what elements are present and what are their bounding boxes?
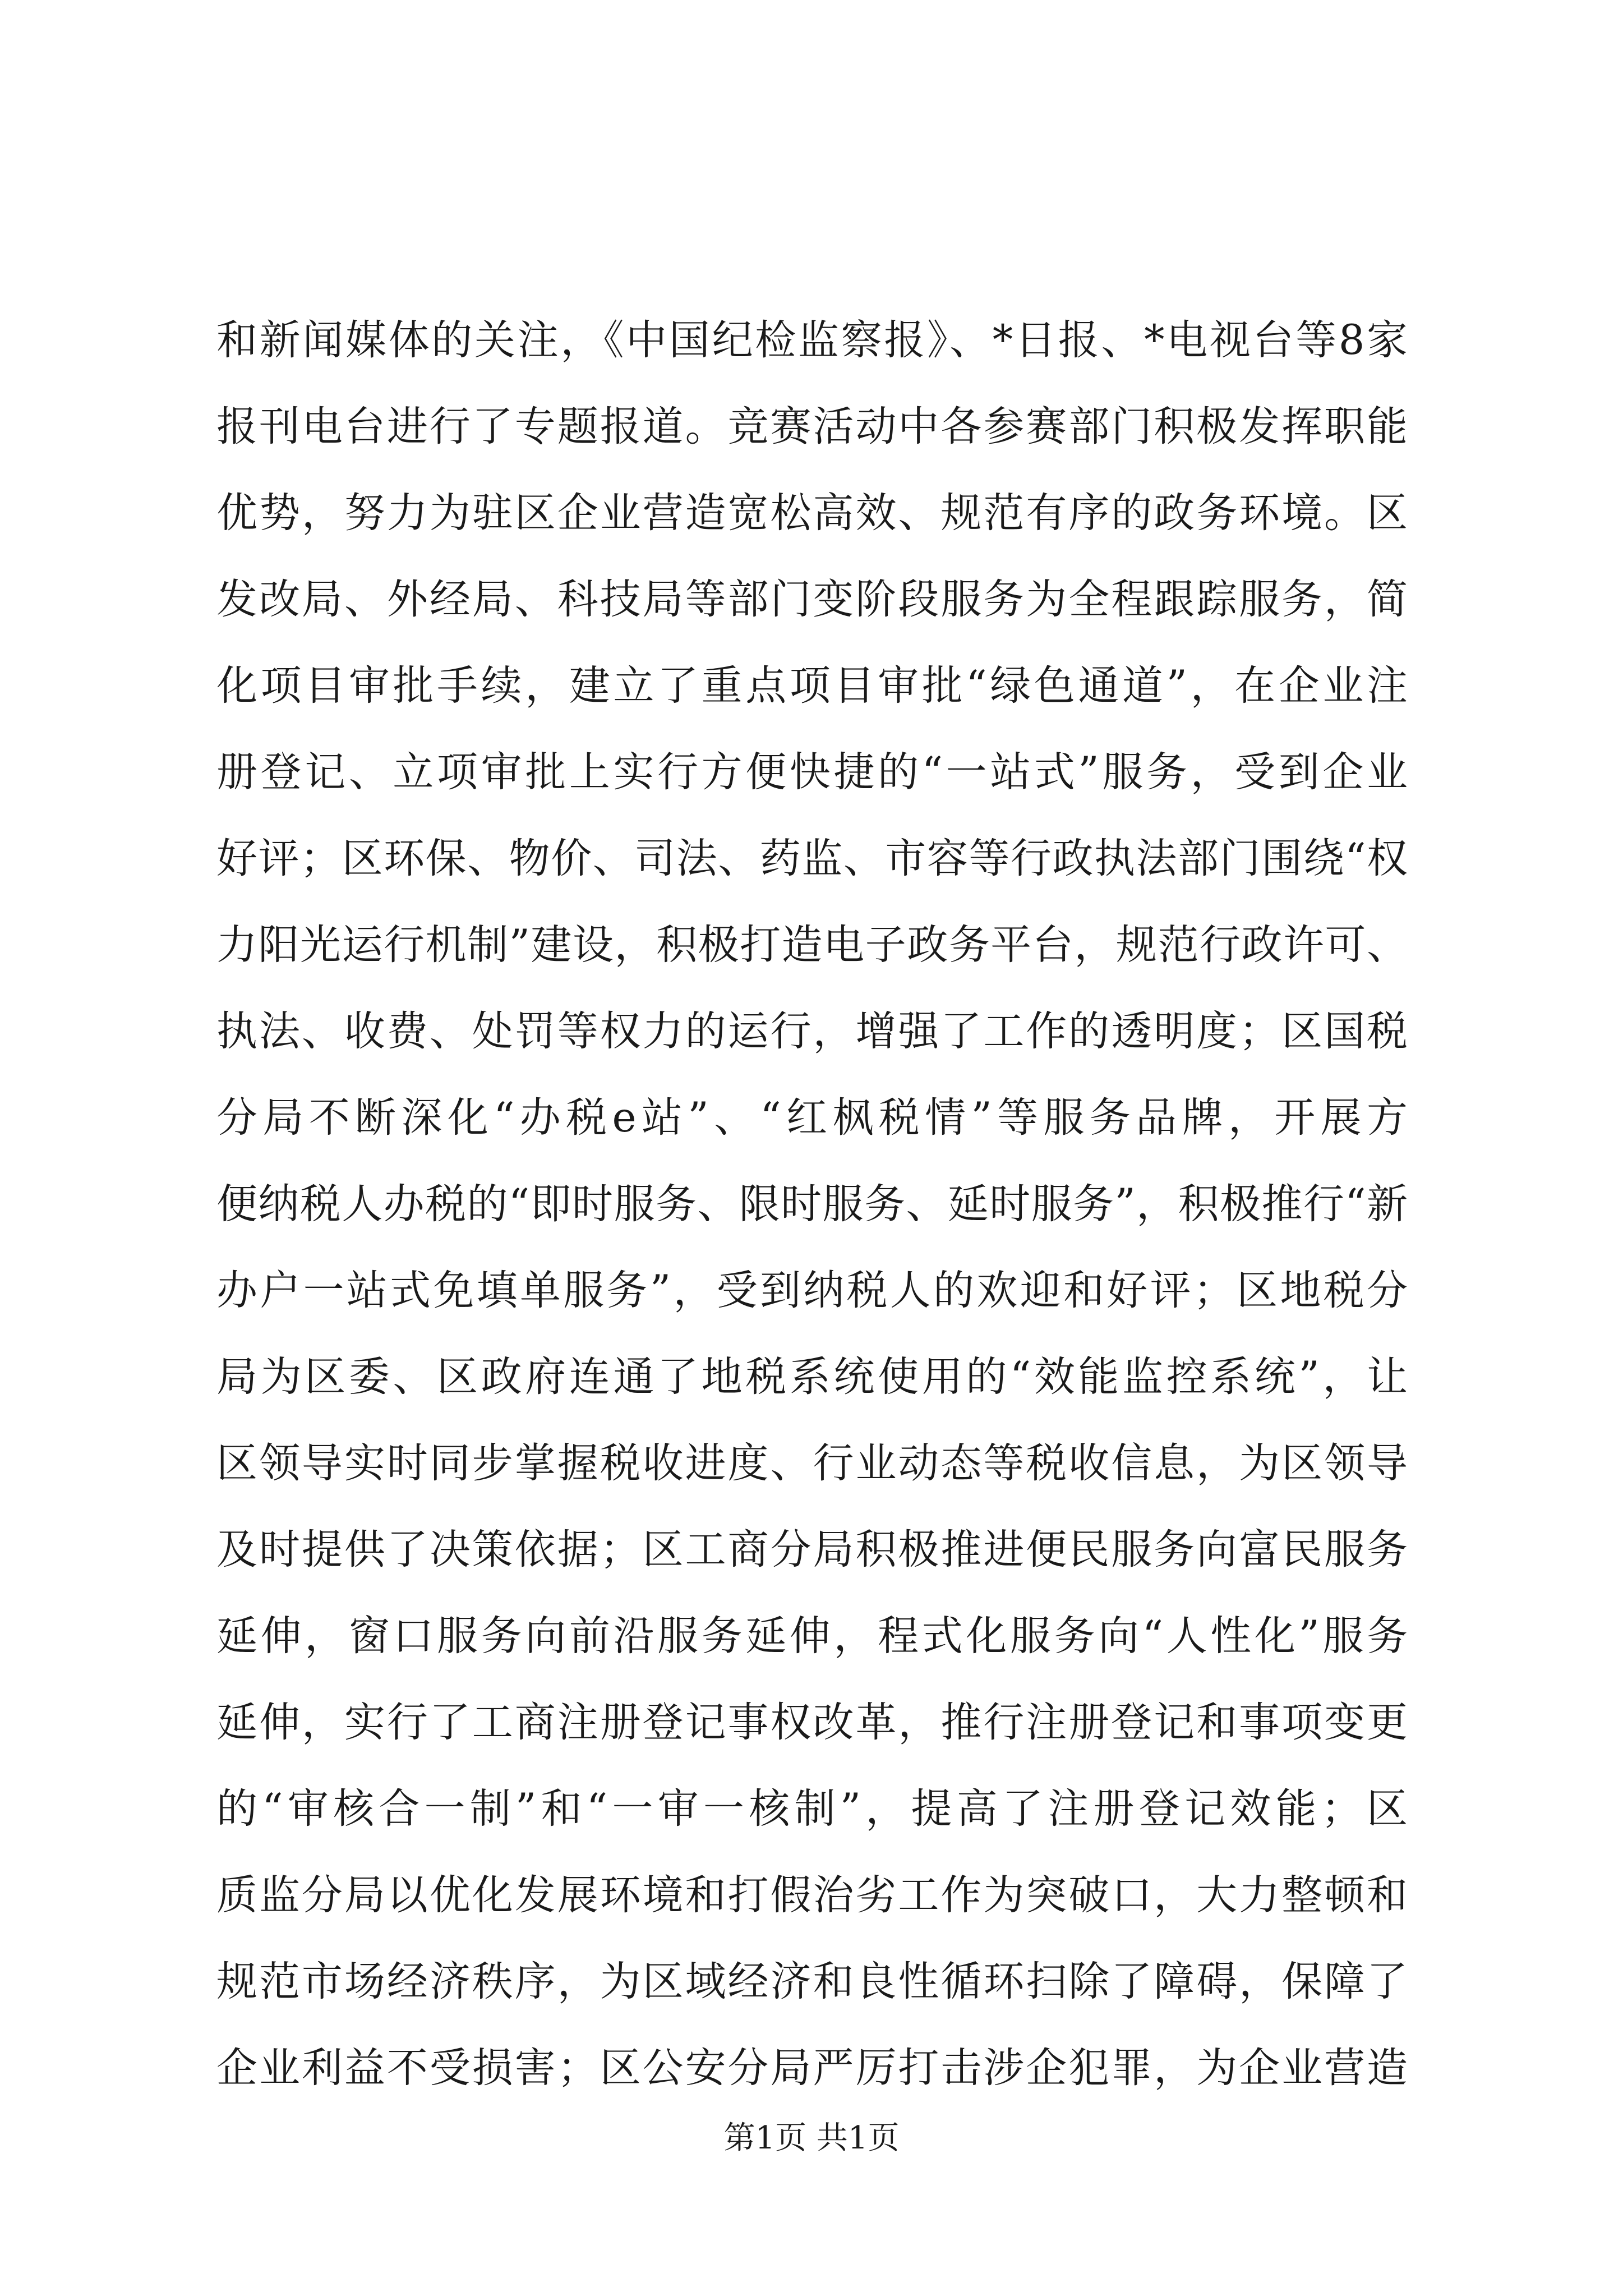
text-line-11: 便纳税人办税的“即时服务、限时服务、延时服务”，积极推行“新: [216, 1180, 1408, 1228]
text-line-12: 办户一站式免填单服务”，受到纳税人的欢迎和好评；区地税分: [216, 1267, 1408, 1314]
text-line-6: 册登记、立项审批上实行方便快捷的“一站式”服务，受到企业: [216, 748, 1408, 796]
text-line-10: 分局不断深化“办税e站”、“红枫税情”等服务品牌，开展方: [216, 1094, 1408, 1142]
text-line-16: 延伸，窗口服务向前沿服务延伸，程式化服务向“人性化”服务: [216, 1612, 1408, 1660]
text-line-3: 优势，努力为驻区企业营造宽松高效、规范有序的政务环境。区: [216, 489, 1408, 537]
body-text: [216, 297, 1408, 2111]
text-line-13: 局为区委、区政府连通了地税系统使用的“效能监控系统”，让: [216, 1353, 1408, 1401]
text-line-18: 的“审核合一制”和“一审一核制”，提高了注册登记效能；区: [216, 1785, 1408, 1833]
text-line-9: 执法、收费、处罚等权力的运行，增强了工作的透明度；区国税: [216, 1007, 1408, 1055]
text-line-21: 企业利益不受损害；区公安分局严厉打击涉企犯罪，为企业营造: [216, 2044, 1408, 2092]
text-line-20: 规范市场经济秩序，为区域经济和良性循环扫除了障碍，保障了: [216, 1958, 1408, 2005]
page-number-label: 第1页 共1页: [723, 2120, 900, 2156]
text-line-5: 化项目审批手续，建立了重点项目审批“绿色通道”，在企业注: [216, 662, 1408, 710]
text-line-1: 和新闻媒体的关注，《中国纪检监察报》、*日报、*电视台等8家: [216, 316, 1408, 364]
text-line-2: 报刊电台进行了专题报道。竞赛活动中各参赛部门积极发挥职能: [216, 403, 1408, 450]
text-line-4: 发改局、外经局、科技局等部门变阶段服务为全程跟踪服务，简: [216, 576, 1408, 623]
text-line-17: 延伸，实行了工商注册登记事权改革，推行注册登记和事项变更: [216, 1699, 1408, 1746]
text-line-19: 质监分局以优化发展环境和打假治劣工作为突破口，大力整顿和: [216, 1871, 1408, 1919]
page-footer: [0, 2116, 1623, 2161]
text-line-8: 力阳光运行机制”建设，积极打造电子政务平台，规范行政许可、: [216, 921, 1408, 969]
text-line-15: 及时提供了决策依据；区工商分局积极推进便民服务向富民服务: [216, 1526, 1408, 1573]
text-line-7: 好评；区环保、物价、司法、药监、市容等行政执法部门围绕“权: [216, 835, 1408, 882]
text-line-14: 区领导实时同步掌握税收进度、行业动态等税收信息，为区领导: [216, 1439, 1408, 1487]
